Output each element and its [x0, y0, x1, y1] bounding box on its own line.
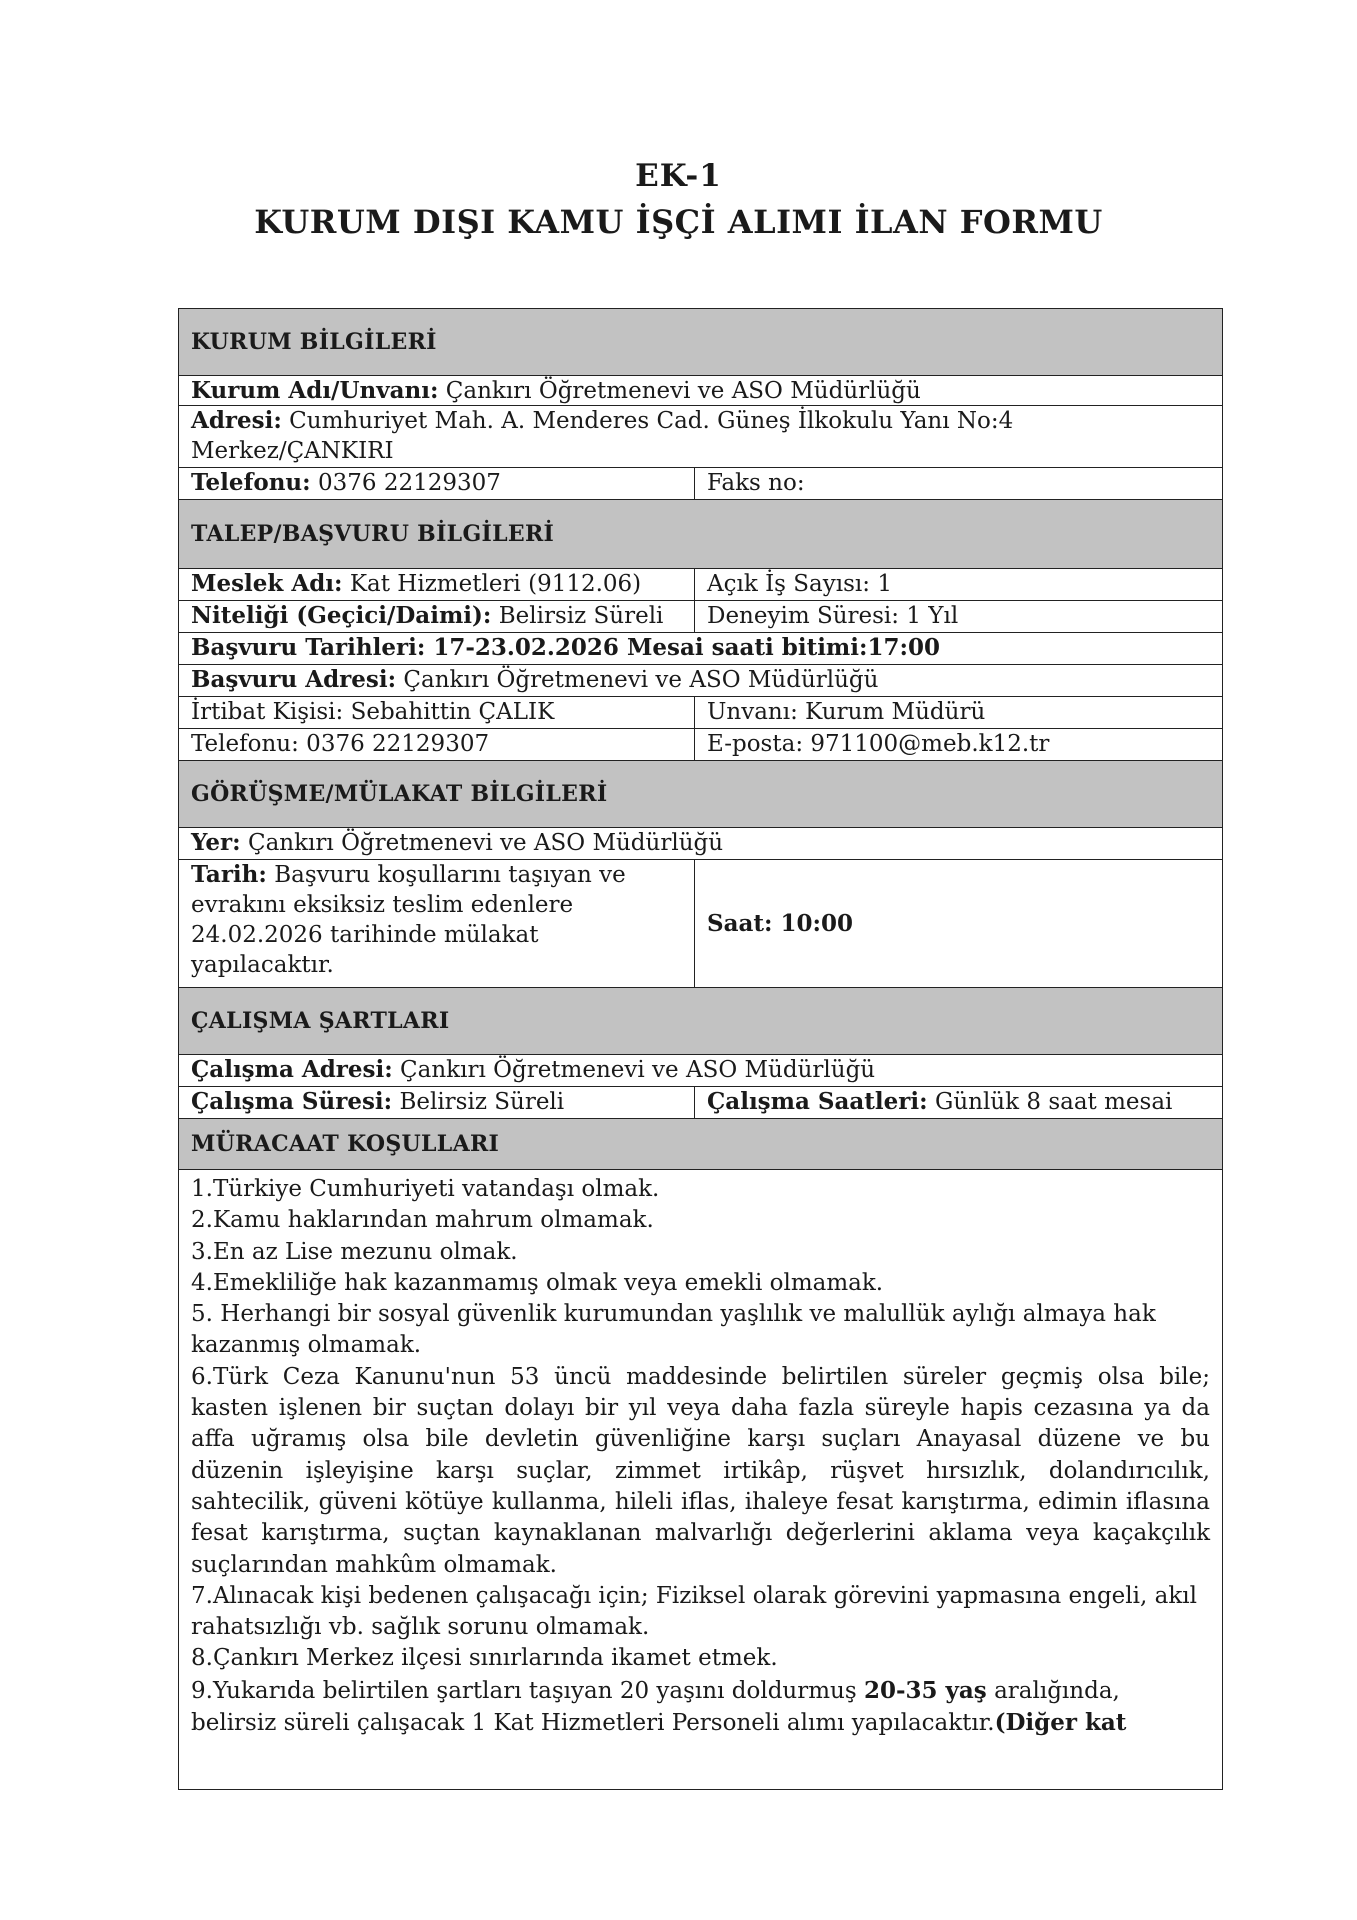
unvan: Unvanı: Kurum Müdürü: [694, 697, 1222, 728]
condition-8: 8.Çankırı Merkez ilçesi sınırlarında ikamet etmek.: [191, 1645, 778, 1672]
value-calisma-saat: Günlük 8 saat mesai: [934, 1089, 1173, 1115]
row-irtibat: [179, 696, 1222, 728]
value-calisma-sure: Belirsiz Süreli: [399, 1089, 565, 1115]
announcement-form: [178, 308, 1223, 1790]
value-basvuru-adres: Çankırı Öğretmenevi ve ASO Müdürlüğü: [403, 667, 879, 693]
row-tarih-saat: [179, 859, 1222, 987]
condition-3: 3.En az Lise mezunu olmak.: [191, 1238, 518, 1265]
label-basvuru-adres: Başvuru Adresi:: [191, 666, 397, 693]
condition-9: [191, 1675, 1210, 1740]
row-yer: [179, 827, 1222, 859]
row-basvuru-tarih: [179, 632, 1222, 664]
irtibat-telefon: Telefonu: 0376 22129307: [191, 731, 490, 757]
row-iletisim: [179, 728, 1222, 760]
label-adres: Adresi:: [191, 407, 282, 434]
value-adres-line1: Cumhuriyet Mah. A. Menderes Cad. Güneş İlkokulu Yanı No:4: [289, 408, 1014, 434]
condition-9-part1: 9.Yukarıda belirtilen şartları taşıyan 20 yaşını doldurmuş: [191, 1677, 857, 1704]
label-kurum-adi: Kurum Adı/Unvanı:: [191, 377, 439, 404]
condition-9-age-range: 20-35 yaş: [863, 1676, 987, 1704]
label-tarih: Tarih:: [191, 861, 267, 888]
condition-2: 2.Kamu haklarından mahrum olmamak.: [191, 1207, 654, 1234]
tarih-line4: yapılacaktır.: [191, 952, 334, 978]
row-telefon-faks: [179, 467, 1222, 499]
section-header-kurum: KURUM BİLGİLERİ: [179, 309, 1222, 375]
condition-1: 1.Türkiye Cumhuriyeti vatandaşı olmak.: [191, 1176, 660, 1202]
condition-6: 6.Türk Ceza Kanunu'nun 53 üncü maddesinde belirtilen süreler geçmiş olsa bile; kasten işlenen bir suçtan dolayı bir yıl veya daha fazla süreyle hapis cezasına ya da affa uğramış olsa bile devletin güvenliğine karşı suçları Anayasal düzene ve bu düzenin işleyişine karşı suçlar, zimmet irtikâp, rüşvet hırsızlık, dolandırıcılık, sahtecilik, güveni kötüye kullanma, hileli iflas, ihaleye fesat karıştırma, edimin iflasına fesat karıştırma, suçtan kaynaklanan malvarlığı değerlerini aklama veya kaçakçılık suçlarından mahkûm olmamak.: [191, 1363, 1210, 1578]
value-meslek: Kat Hizmetleri (9112.06): [349, 571, 642, 597]
irtibat-kisisi: İrtibat Kişisi: Sebahittin ÇALIK: [191, 699, 555, 725]
label-calisma-sure: Çalışma Süresi:: [191, 1088, 393, 1115]
value-nitelik: Belirsiz Süreli: [498, 603, 664, 629]
value-adres-line2: Merkez/ÇANKIRI: [191, 438, 394, 464]
section-header-calisma: ÇALIŞMA ŞARTLARI: [179, 988, 1222, 1054]
row-basvuru-adres: [179, 664, 1222, 696]
row-meslek: [179, 568, 1222, 600]
label-yer: Yer:: [191, 829, 241, 856]
acik-is-sayisi: Açık İş Sayısı: 1: [694, 569, 1222, 600]
label-meslek: Meslek Adı:: [191, 570, 343, 597]
row-nitelik: [179, 600, 1222, 632]
condition-7: 7.Alınacak kişi bedenen çalışacağı için; Fiziksel olarak görevini yapmasına engeli, akıl rahatsızlığı vb. sağlık sorunu olmamak.: [191, 1582, 1197, 1641]
eposta: E-posta: 971100@meb.k12.tr: [694, 729, 1222, 760]
mulakat-saati: Saat: 10:00: [707, 909, 854, 937]
value-yer: Çankırı Öğretmenevi ve ASO Müdürlüğü: [247, 830, 724, 856]
form-title: KURUM DIŞI KAMU İŞÇİ ALIMI İLAN FORMU: [254, 203, 1103, 241]
label-calisma-saat: Çalışma Saatleri:: [707, 1088, 928, 1115]
faks-field: Faks no:: [694, 468, 1222, 499]
label-calisma-adres: Çalışma Adresi:: [191, 1056, 393, 1083]
row-calisma-sure: [179, 1086, 1222, 1118]
deneyim-suresi: Deneyim Süresi: 1 Yıl: [694, 601, 1222, 632]
conditions-block: [179, 1169, 1222, 1789]
tarih-line2: evrakını eksiksiz teslim edenlere: [191, 892, 574, 918]
row-adres: [179, 405, 1222, 467]
value-telefon: 0376 22129307: [317, 470, 501, 496]
annex-label: EK-1: [635, 158, 722, 194]
label-telefon: Telefonu:: [191, 469, 311, 496]
value-kurum-adi: Çankırı Öğretmenevi ve ASO Müdürlüğü: [445, 378, 921, 404]
row-calisma-adres: [179, 1054, 1222, 1086]
condition-9-part4: (Diğer kat: [994, 1709, 1127, 1737]
section-header-muracaat: MÜRACAAT KOŞULLARI: [179, 1119, 1222, 1169]
tarih-line1: Başvuru koşullarını taşıyan ve: [274, 862, 626, 888]
condition-5: 5. Herhangi bir sosyal güvenlik kurumundan yaşlılık ve malullük aylığı almaya hak kazanmış olmamak.: [191, 1301, 1156, 1359]
condition-9-part3: belirsiz süreli çalışacak 1 Kat Hizmetleri Personeli alımı yapılacaktır.: [191, 1710, 995, 1737]
section-header-talep: TALEP/BAŞVURU BİLGİLERİ: [179, 500, 1222, 568]
section-header-gorusme: GÖRÜŞME/MÜLAKAT BİLGİLERİ: [179, 761, 1222, 827]
tarih-line3: 24.02.2026 tarihinde mülakat: [191, 922, 539, 948]
label-nitelik: Niteliği (Geçici/Daimi):: [191, 602, 492, 629]
row-kurum-adi: [179, 375, 1222, 405]
condition-4: 4.Emekliliğe hak kazanmamış olmak veya emekli olmamak.: [191, 1269, 884, 1296]
basvuru-tarihleri: Başvuru Tarihleri: 17-23.02.2026 Mesai saati bitimi:17:00: [191, 634, 941, 661]
value-calisma-adres: Çankırı Öğretmenevi ve ASO Müdürlüğü: [400, 1057, 876, 1083]
condition-9-part2: aralığında,: [994, 1677, 1120, 1704]
